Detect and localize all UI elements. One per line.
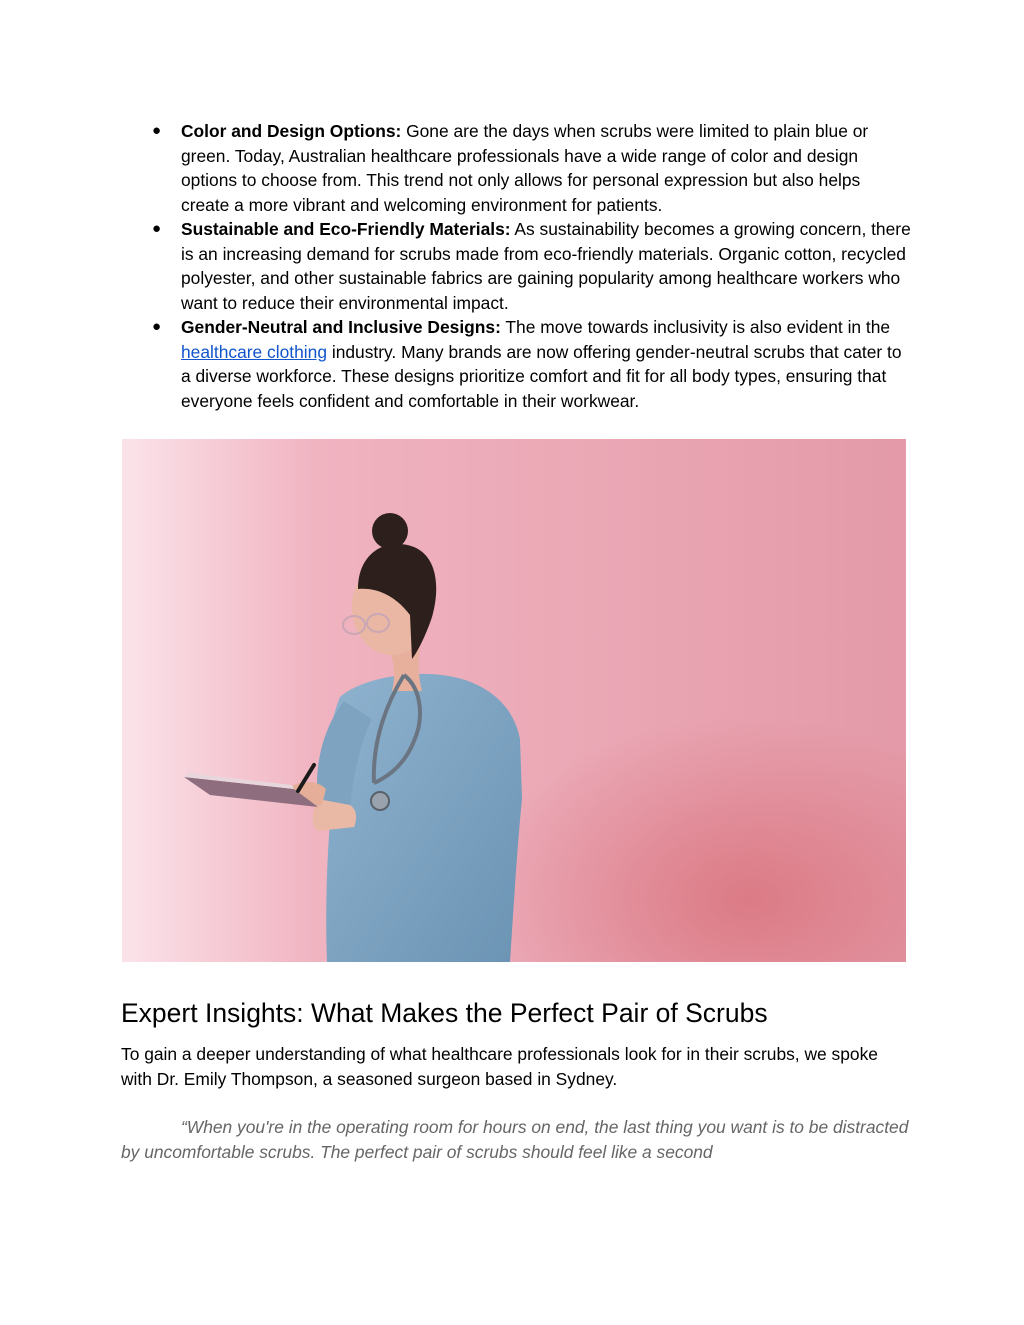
list-item (152, 119, 911, 217)
section-heading: Expert Insights: What Makes the Perfect Pair of Scrubs (121, 998, 768, 1028)
healthcare-clothing-link[interactable]: healthcare clothing (181, 341, 327, 362)
bullet-title: Gender-Neutral and Inclusive Designs: (181, 317, 501, 337)
bullet-text: As sustainability becomes a growing concern, there is an increasing demand for scrubs made from eco-friendly materials. Organic cotton, recycled polyester, and other sustainable fabrics are gaining popularity among healthcare workers who want to reduce their environmental impact. (181, 219, 911, 313)
bullet-icon: ● (152, 122, 162, 139)
intro-paragraph: To gain a deeper understanding of what healthcare professionals look for in their scrubs, we spoke with Dr. Emily Thompson, a seasoned surgeon based in Sydney. (121, 1044, 878, 1089)
nurse-photo (122, 439, 906, 962)
quote-paragraph: “When you're in the operating room for hours on end, the last thing you want is to be distracted by uncomfortable scrubs. The perfect pair of scrubs should feel like a second (121, 1117, 909, 1162)
bullet-text: The move towards inclusivity is also evident in the (500, 317, 891, 337)
bullet-icon: ● (152, 318, 162, 335)
bullet-list (152, 119, 911, 413)
bullet-text: Gone are the days when scrubs were limited to plain blue or green. Today, Australian healthcare professionals have a wide range of color and design options to choose from. This trend not only allows for personal expression but also helps create a more vibrant and welcoming environment for patients. (181, 121, 869, 215)
bullet-title: Sustainable and Eco-Friendly Materials: (181, 219, 511, 239)
list-item (152, 315, 911, 413)
bullet-icon: ● (152, 220, 162, 237)
bullet-text: industry. Many brands are now offering gender-neutral scrubs that cater to a diverse workforce. These designs prioritize comfort and fit for all body types, ensuring that everyone feels confident and comfortable in their workwear. (181, 341, 902, 411)
list-item (152, 217, 911, 315)
bullet-title: Color and Design Options: (181, 121, 402, 141)
